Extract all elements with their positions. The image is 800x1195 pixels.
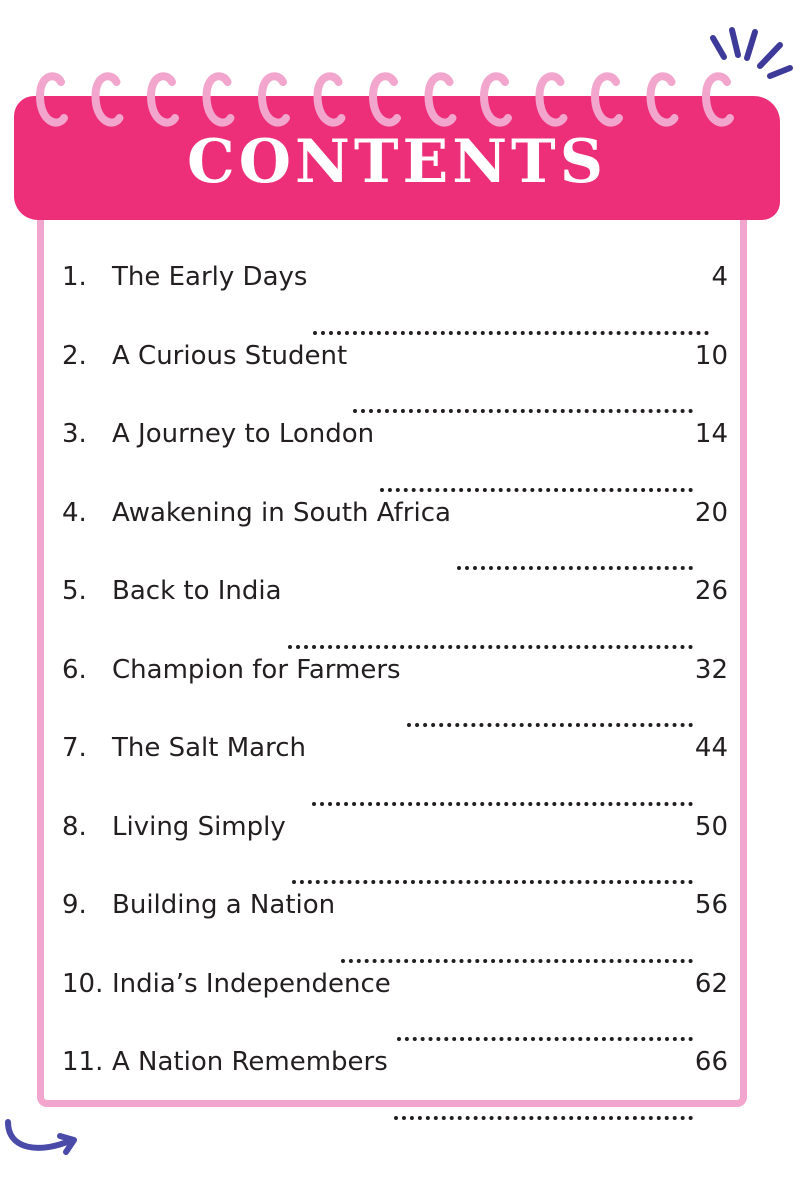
toc-entry[interactable] bbox=[62, 341, 728, 420]
toc-entry-title: Champion for Farmers bbox=[112, 654, 401, 685]
toc-entry[interactable] bbox=[62, 262, 728, 341]
toc-entry-page: 66 bbox=[694, 1047, 728, 1077]
toc-entry[interactable] bbox=[62, 498, 728, 577]
dot-leader bbox=[313, 309, 709, 335]
toc-entry-number: 5. bbox=[62, 576, 87, 606]
toc-entry-page: 14 bbox=[694, 419, 728, 449]
toc-entry-title: Back to India bbox=[112, 576, 282, 606]
toc-entry-page: 26 bbox=[694, 576, 728, 606]
toc-entry[interactable] bbox=[62, 576, 728, 655]
toc-entry-number: 3. bbox=[62, 419, 87, 449]
dot-leader bbox=[312, 780, 693, 806]
toc-entry-title: India’s Independence bbox=[112, 968, 391, 999]
toc-entry[interactable] bbox=[62, 733, 728, 812]
toc-entry[interactable] bbox=[62, 890, 728, 969]
toc-entry-number: 8. bbox=[62, 811, 87, 842]
page-title: CONTENTS bbox=[186, 127, 608, 197]
toc-entry-title: The Salt March bbox=[112, 733, 306, 763]
toc-entry[interactable] bbox=[62, 812, 728, 891]
sparkle-strokes-icon bbox=[0, 0, 800, 100]
toc-entry-page: 20 bbox=[694, 497, 728, 528]
dot-leader bbox=[288, 623, 693, 649]
toc-entry-title: The Early Days bbox=[112, 262, 308, 292]
toc-entry-title: A Curious Student bbox=[112, 340, 348, 371]
dot-leader bbox=[394, 1094, 693, 1120]
toc-entry-title: Living Simply bbox=[112, 811, 286, 842]
toc-entry-title: Awakening in South Africa bbox=[112, 497, 451, 528]
toc-entry-page: 32 bbox=[694, 654, 728, 685]
toc-entry-page: 10 bbox=[694, 340, 728, 371]
toc-list bbox=[62, 262, 728, 1126]
toc-entry-page: 62 bbox=[694, 968, 728, 999]
toc-entry-number: 9. bbox=[62, 890, 87, 920]
toc-entry[interactable] bbox=[62, 419, 728, 498]
toc-entry-page: 56 bbox=[694, 890, 728, 920]
toc-entry-title: A Journey to London bbox=[112, 419, 375, 449]
dot-leader bbox=[341, 937, 693, 963]
toc-entry-number: 6. bbox=[62, 654, 87, 685]
toc-entry-number: 11. bbox=[62, 1047, 104, 1077]
toc-entry-number: 7. bbox=[62, 733, 87, 763]
toc-entry-page: 4 bbox=[711, 262, 728, 292]
toc-entry[interactable] bbox=[62, 1047, 728, 1126]
toc-entry-number: 2. bbox=[62, 340, 87, 371]
toc-entry-title: Building a Nation bbox=[112, 890, 336, 920]
toc-entry-title: A Nation Remembers bbox=[112, 1047, 388, 1077]
dot-leader bbox=[353, 387, 693, 413]
dot-leader bbox=[380, 466, 693, 492]
toc-entry-number: 10. bbox=[62, 968, 104, 999]
toc-entry[interactable] bbox=[62, 969, 728, 1048]
toc-entry-number: 1. bbox=[62, 262, 87, 292]
dot-leader bbox=[457, 544, 693, 570]
toc-entry[interactable] bbox=[62, 655, 728, 734]
dot-leader bbox=[407, 701, 693, 727]
toc-entry-page: 44 bbox=[694, 733, 728, 763]
dot-leader bbox=[397, 1015, 693, 1041]
toc-entry-page: 50 bbox=[694, 811, 728, 842]
toc-entry-number: 4. bbox=[62, 497, 87, 528]
dot-leader bbox=[292, 858, 693, 884]
